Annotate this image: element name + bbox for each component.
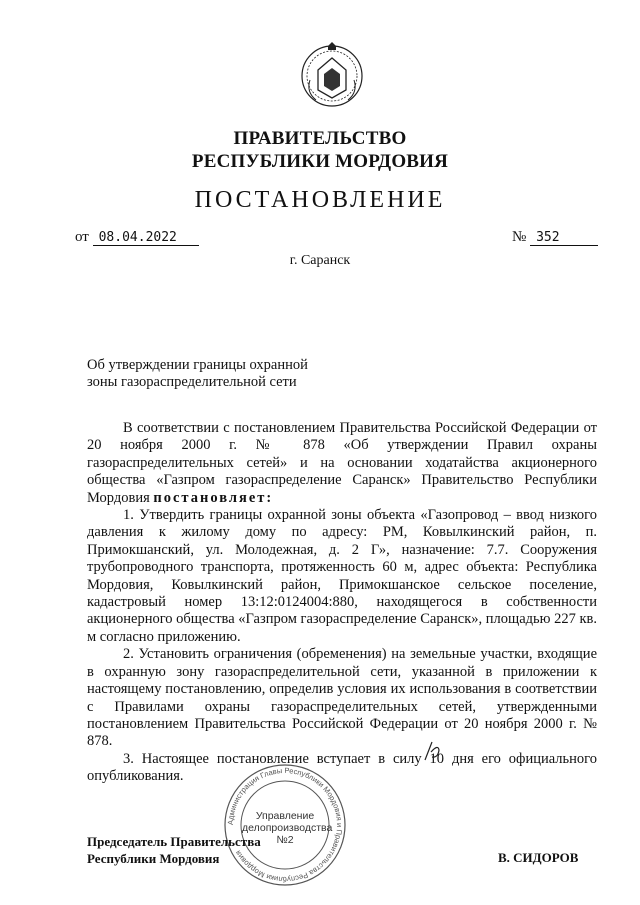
official-stamp	[222, 762, 348, 888]
signatory-name: В. СИДОРОВ	[498, 850, 579, 865]
document-subject	[87, 357, 347, 391]
stamp-line1: Управление	[255, 810, 315, 822]
stamp-number: №2	[276, 834, 294, 846]
org-name-line1: ПРАВИТЕЛЬСТВО	[233, 128, 407, 149]
stamp-line2: делопроизводства	[242, 822, 333, 834]
stamp-ring-text: Администрация Главы Республики Мордовия и Правительства Республики Мордовия	[225, 765, 345, 885]
handwritten-correction-mark	[422, 738, 442, 764]
item-2-paragraph: 2. Установить ограничения (обременения) на земельные участки, входящие в охранную зону газораспределительной сети, указанной в приложении к настоящему постановлению, определив условия их использования в соответствии с Правилами охраны газораспределительных сетей, утвержденными постановлением Правительства Российской Федерации от 20 ноября 2000 г. № 878.	[87, 646, 597, 750]
document-date: 08.04.2022	[93, 230, 199, 246]
date-field	[75, 229, 199, 246]
city-name: г. Саранск	[289, 253, 351, 268]
subject-line2: зоны газораспределительной сети	[87, 374, 297, 390]
coat-of-arms-emblem	[300, 40, 364, 112]
signatory-title-line2: Республики Мордовия	[87, 851, 220, 866]
number-prefix: №	[512, 229, 527, 245]
item-1-paragraph: 1. Утвердить границы охранной зоны объекта «Газопровод – ввод низкого давления к жилому дому по адресу: РМ, Ковылкинский район, п. Примокшанский, ул. Молодежная, д. 2 Г», назначение: 7.7. Сооружения трубопроводного транспорта, протяженность 60 м, адрес объекта: Республика Мордовия, Ковылкинский район, Примокшанское сельское поселение, кадастровый номер 13:12:0124004:880, находящегося в собственности акционерного общества «Газпром газораспределение Саранск», площадью 227 кв. м согласно приложению.	[87, 507, 597, 645]
signatory-title-line1: Председатель Правительства	[87, 834, 261, 849]
document-body	[87, 420, 597, 786]
document-type: ПОСТАНОВЛЕНИЕ	[194, 187, 446, 213]
intro-text: В соответствии с постановлением Правительства Российской Федерации от 20 ноября 2000 г. № 878 «Об утверждении Правил охраны газораспределительных сетей» и на основании ходатайства акционерного общества «Газпром газораспределение Саранск» Правительство Республики Мордовия	[87, 420, 597, 506]
subject-line1: Об утверждении границы охранной	[87, 357, 308, 373]
document-number: 352	[530, 230, 598, 246]
org-name-line2: РЕСПУБЛИКИ МОРДОВИЯ	[191, 151, 449, 172]
date-prefix: от	[75, 229, 89, 245]
decree-word: постановляет:	[153, 489, 274, 506]
signatory-title	[87, 833, 261, 867]
intro-paragraph	[87, 420, 597, 507]
number-field	[512, 229, 598, 246]
item-3-paragraph: 3. Настоящее постановление вступает в силу 10 дня его официального опубликования.	[87, 750, 597, 785]
